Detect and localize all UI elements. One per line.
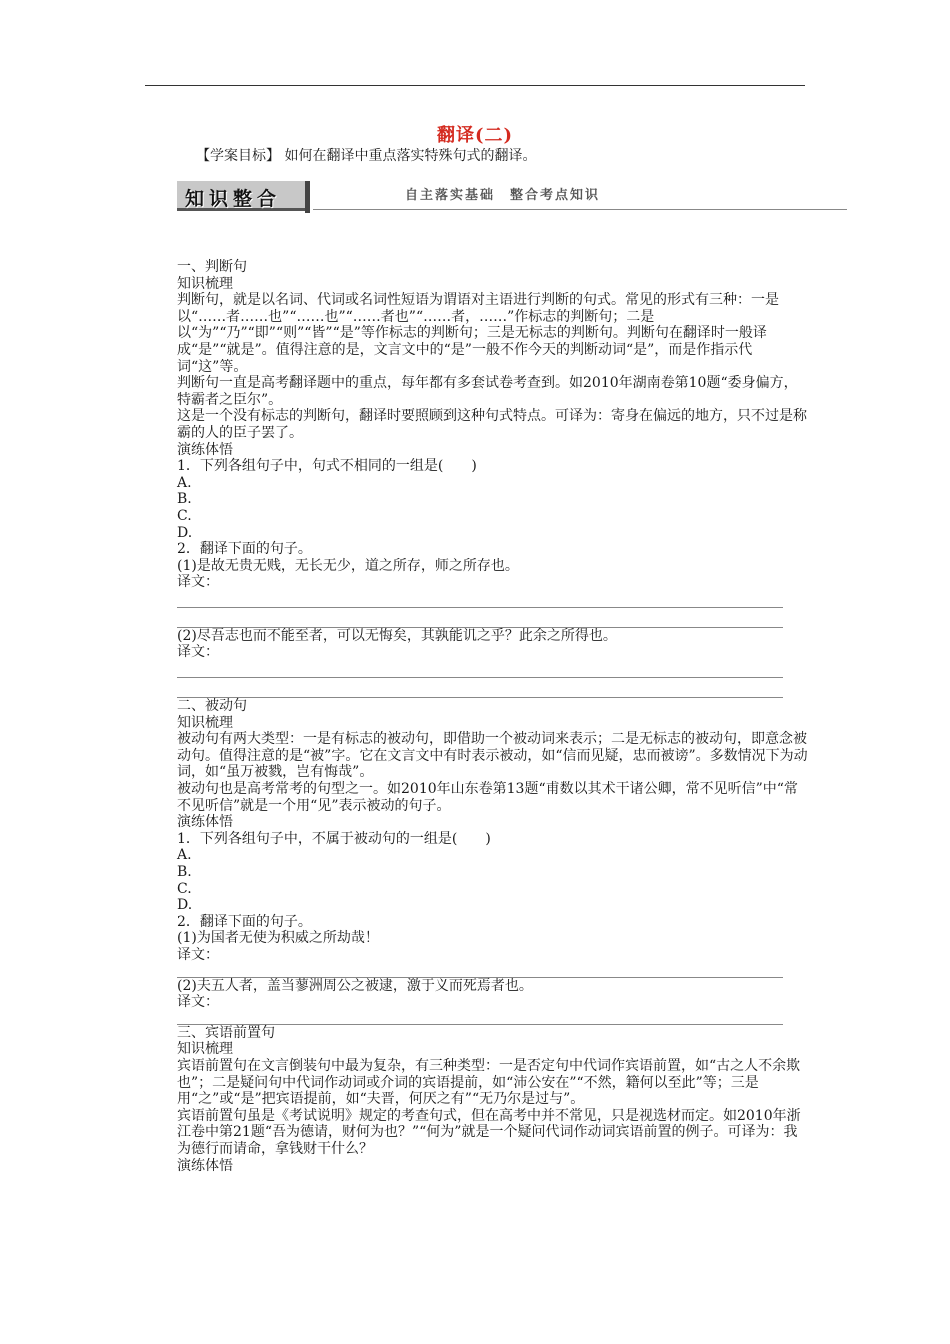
option: A. — [177, 847, 192, 864]
translation-label: 译文： — [177, 574, 219, 591]
banner-label: 知识整合 — [185, 188, 282, 210]
paragraph: 判断句一直是高考翻译题中的重点，每年都有多套试卷考查到。如2010年湖南卷第10题“委身偏方，特霸者之臣尔”。 — [177, 375, 798, 408]
sentence: (1)是故无贵无贱，无长无少，道之所存，师之所存也。 — [177, 557, 519, 574]
sentence: (2)尽吾志也而不能至者，可以无悔矣，其孰能讥之乎？此余之所得也。 — [177, 627, 617, 644]
option: B. — [177, 864, 192, 880]
option: D. — [177, 897, 193, 914]
banner-subtitle: 自主落实基础 整合考点知识 — [405, 188, 601, 203]
question: 2．翻译下面的句子。 — [177, 541, 312, 558]
section-heading: 三、宾语前置句 — [177, 1024, 275, 1041]
answer-line[interactable] — [177, 1011, 783, 1025]
option: C. — [177, 880, 192, 897]
option: A. — [177, 474, 192, 491]
sentence: (1)为国者无使为积威之所劫哉！ — [177, 930, 379, 947]
subheading: 演练体悟 — [177, 814, 233, 831]
question: 1．下列各组句子中，句式不相同的一组是( ) — [177, 458, 477, 475]
answer-line[interactable] — [177, 964, 783, 978]
subheading: 知识梳理 — [177, 275, 233, 292]
section-heading: 一、判断句 — [177, 259, 247, 275]
learning-objective: 【学案目标】 如何在翻译中重点落实特殊句式的翻译。 — [196, 148, 537, 164]
paragraph: 被动句有两大类型：一是有标志的被动句，即借助一个被动词来表示；二是无标志的被动句，即意念被动句。值得注意的是“被”字。它在文言文中有时表示被动，如“信而见疑，忠而被谤”。多数情况下为动词，如“虽万被戮，岂有悔哉”。 — [177, 731, 808, 781]
paragraph: 宾语前置句虽是《考试说明》规定的考查句式，但在高考中并不常见，只是视选材而定。如2010年浙江卷中第21题“吾为德请，财何为也？”“何为”就是一个疑问代词作动词宾语前置的例子。可译为：我为德行而请命，拿钱财干什么？ — [177, 1107, 801, 1157]
banner-label-box — [177, 181, 307, 211]
answer-line[interactable] — [177, 661, 783, 678]
top-rule — [145, 85, 805, 86]
translation-label: 译文： — [177, 946, 219, 963]
banner-underline — [313, 209, 847, 210]
option: D. — [177, 524, 193, 541]
answer-line[interactable] — [177, 591, 783, 608]
page-title: 翻译(二) — [436, 125, 514, 146]
sentence: (2)夫五人者，盖当蓼洲周公之被逮，激于义而死焉者也。 — [177, 977, 533, 994]
translation-label: 译文： — [177, 644, 219, 661]
question: 1．下列各组句子中，不属于被动句的一组是( ) — [177, 830, 491, 847]
paragraph: 这是一个没有标志的判断句，翻译时要照顾到这种句式特点。可译为：寄身在偏远的地方，只不过是称霸的人的臣子罢了。 — [177, 408, 807, 441]
paragraph: 判断句，就是以名词、代词或名词性短语为谓语对主语进行判断的句式。常见的形式有三种：一是以“……者……也”“……也”“……者也”“……者，……”作标志的判断句；二是以“为”“乃”“即”“则”“皆”“是”等作标志的判断句；三是无标志的判断句。判断句在翻译时一般译成“是”“就是”。值得注意的是，文言文中的“是”一般不作今天的判断动词“是”，而是作指示代词“这”等。 — [177, 292, 779, 375]
option: C. — [177, 507, 192, 524]
question: 2．翻译下面的句子。 — [177, 913, 312, 930]
document-body — [177, 259, 809, 1174]
subheading: 知识梳理 — [177, 714, 233, 731]
paragraph: 宾语前置句在文言倒装句中最为复杂，有三种类型：一是否定句中代词作宾语前置，如“古之人不余欺也”；二是疑问句中代词作动词或介词的宾语提前，如“沛公安在”“不然，籍何以至此”等；三是用“之”或“是”把宾语提前，如“夫晋，何厌之有”“无乃尔是过与”。 — [177, 1057, 801, 1108]
subheading: 演练体悟 — [177, 441, 233, 458]
section-heading: 二、被动句 — [177, 698, 247, 715]
subheading: 知识梳理 — [177, 1041, 233, 1058]
subheading: 演练体悟 — [177, 1157, 233, 1174]
section-banner — [177, 181, 847, 215]
banner-divider — [305, 181, 310, 213]
translation-label: 译文： — [177, 994, 219, 1011]
answer-line[interactable] — [177, 678, 783, 698]
paragraph: 被动句也是高考常考的句型之一。如2010年山东卷第13题“甫数以其术干诸公卿，常不见听信”中“常不见听信”就是一个用“见”表示被动的句子。 — [177, 781, 798, 814]
answer-line[interactable] — [177, 608, 783, 628]
option: B. — [177, 491, 192, 508]
